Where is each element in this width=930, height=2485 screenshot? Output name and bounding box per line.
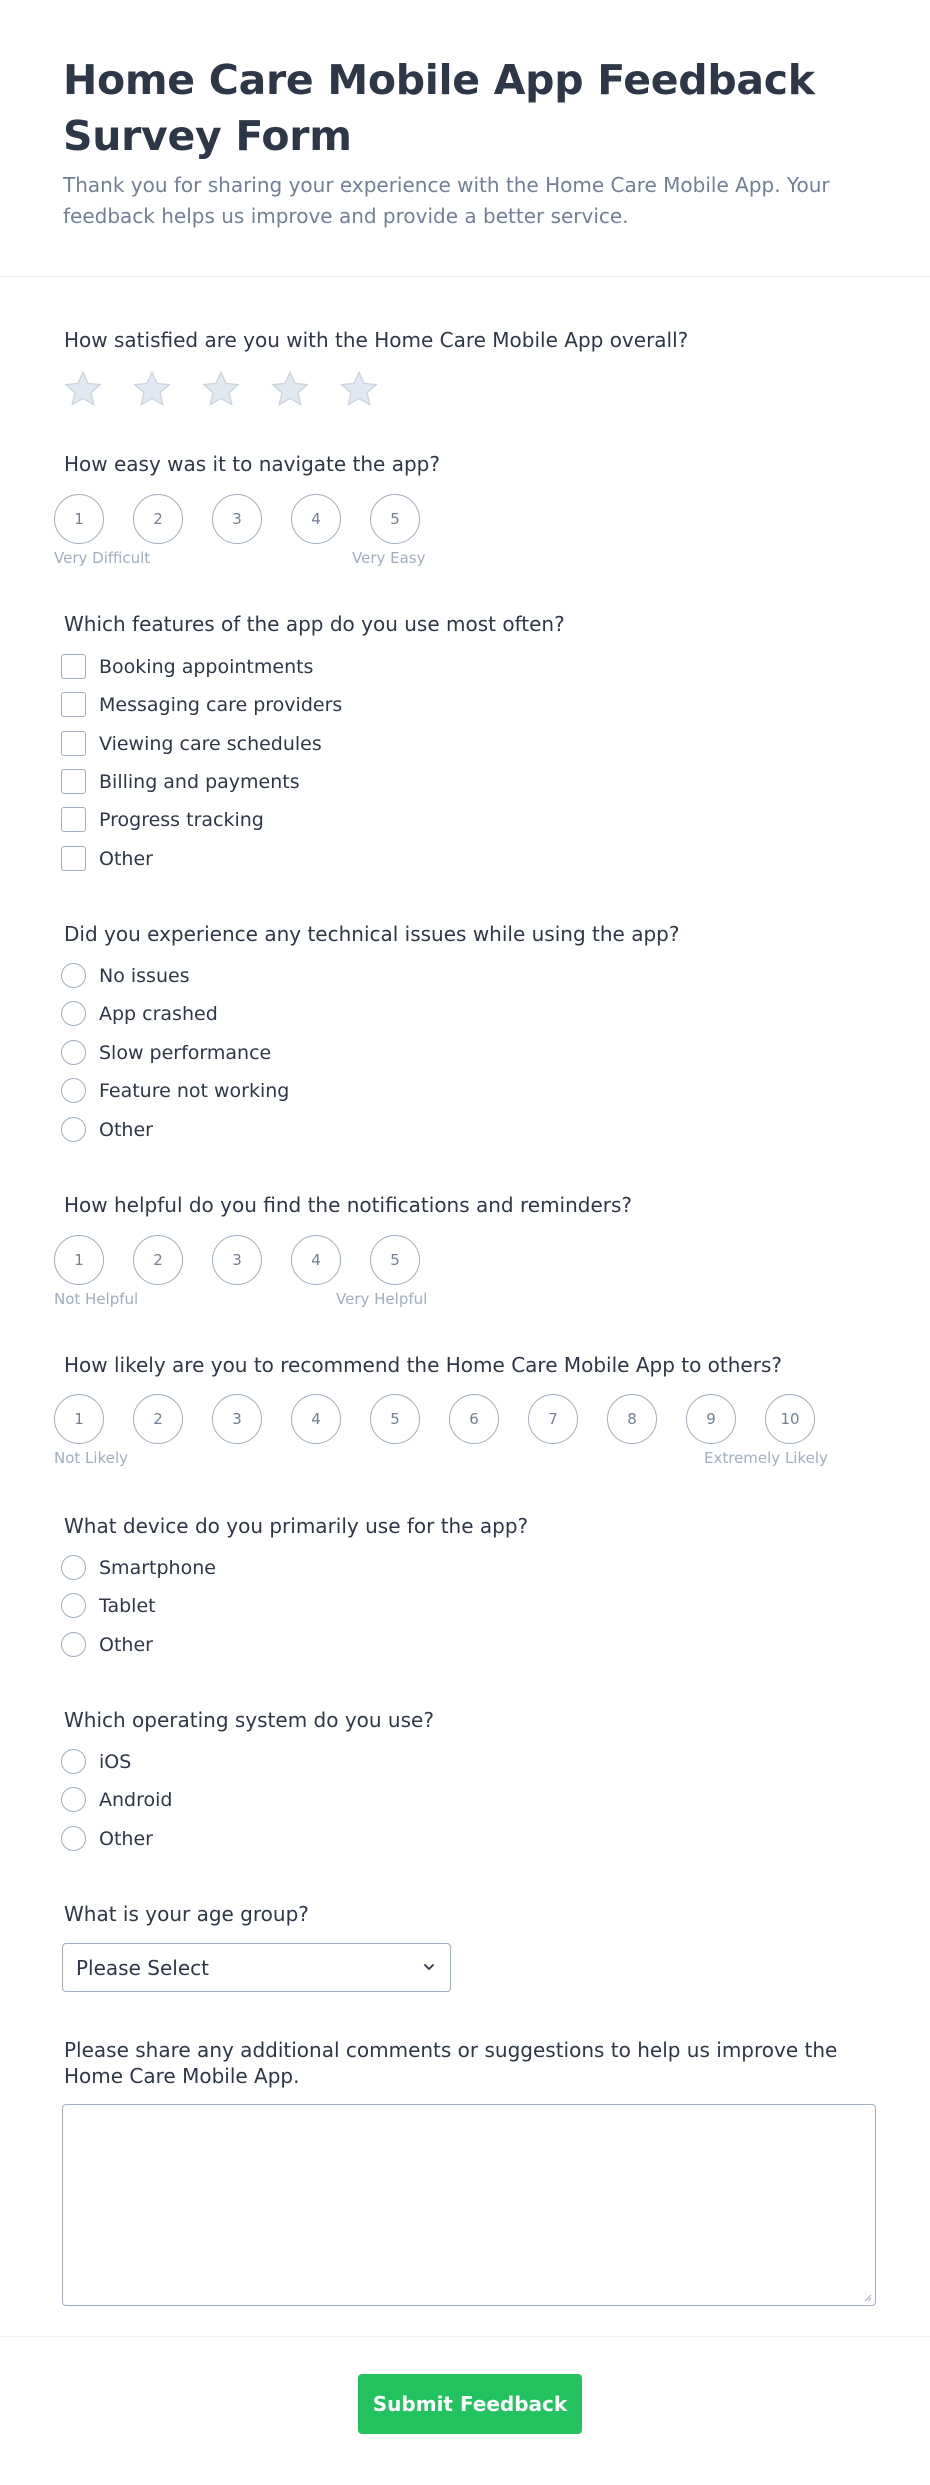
comments-textarea[interactable] (62, 2104, 876, 2306)
question-overall-satisfaction: How satisfied are you with the Home Care Mobile App overall? (64, 328, 689, 352)
option-label: Other (99, 1633, 153, 1656)
scale-option[interactable]: 5 (370, 1235, 420, 1285)
scale-option[interactable]: 4 (291, 494, 341, 544)
scale-high-label: Extremely Likely (704, 1449, 828, 1467)
star-icon[interactable] (131, 368, 173, 410)
select-value: Please Select (76, 1955, 209, 1980)
radio[interactable] (61, 1632, 86, 1657)
scale-option[interactable]: 1 (54, 494, 104, 544)
scale-low-label: Not Helpful (54, 1290, 139, 1308)
submit-button[interactable]: Submit Feedback (358, 2374, 582, 2434)
scale-option[interactable]: 6 (449, 1394, 499, 1444)
option-label: Smartphone (99, 1556, 216, 1579)
question-device: What device do you primarily use for the app? (64, 1514, 529, 1538)
scale-low-label: Not Likely (54, 1449, 128, 1467)
scale-option[interactable]: 3 (212, 494, 262, 544)
option-label: App crashed (99, 1002, 218, 1025)
scale-option[interactable]: 5 (370, 494, 420, 544)
checkbox-option[interactable] (61, 654, 313, 679)
page-title: Home Care Mobile App Feedback Survey Form (63, 56, 815, 160)
scale-option[interactable]: 1 (54, 1394, 104, 1444)
radio[interactable] (61, 1749, 86, 1774)
option-label: Android (99, 1788, 173, 1811)
option-label: No issues (99, 964, 190, 987)
checkbox-option[interactable] (61, 807, 264, 832)
radio-option[interactable] (61, 1826, 153, 1851)
checkbox[interactable] (61, 692, 86, 717)
radio-option[interactable] (61, 1117, 153, 1142)
radio-option[interactable] (61, 1632, 153, 1657)
radio-option[interactable] (61, 1078, 289, 1103)
navigation-scale (54, 494, 420, 544)
radio[interactable] (61, 1826, 86, 1851)
checkbox[interactable] (61, 731, 86, 756)
question-technical-issues: Did you experience any technical issues while using the app? (64, 922, 680, 946)
star-icon[interactable] (269, 368, 311, 410)
scale-option[interactable]: 3 (212, 1394, 262, 1444)
radio-option[interactable] (61, 1040, 271, 1065)
checkbox[interactable] (61, 769, 86, 794)
footer-divider (0, 2336, 930, 2337)
question-recommend: How likely are you to recommend the Home Care Mobile App to others? (64, 1353, 782, 1377)
radio[interactable] (61, 1117, 86, 1142)
checkbox-option[interactable] (61, 769, 300, 794)
option-label: Slow performance (99, 1041, 272, 1064)
option-label: Messaging care providers (99, 693, 343, 716)
radio-option[interactable] (61, 963, 190, 988)
radio[interactable] (61, 1040, 86, 1065)
radio[interactable] (61, 1787, 86, 1812)
resize-grip-icon[interactable] (862, 2292, 872, 2302)
checkbox-option[interactable] (61, 846, 153, 871)
scale-option[interactable]: 5 (370, 1394, 420, 1444)
scale-option[interactable]: 1 (54, 1235, 104, 1285)
scale-option[interactable]: 2 (133, 494, 183, 544)
scale-option[interactable]: 9 (686, 1394, 736, 1444)
option-label: Other (99, 1827, 153, 1850)
checkbox[interactable] (61, 654, 86, 679)
scale-low-label: Very Difficult (54, 549, 151, 567)
radio-option[interactable] (61, 1593, 156, 1618)
scale-option[interactable]: 4 (291, 1235, 341, 1285)
star-icon[interactable] (338, 368, 380, 410)
option-label: Progress tracking (99, 808, 264, 831)
chevron-down-icon (422, 1960, 436, 1974)
star-rating (62, 368, 380, 410)
radio-option[interactable] (61, 1787, 172, 1812)
question-age-group: What is your age group? (64, 1902, 309, 1926)
option-label: Booking appointments (99, 655, 314, 678)
option-label: Other (99, 1118, 153, 1141)
checkbox[interactable] (61, 807, 86, 832)
scale-option[interactable]: 4 (291, 1394, 341, 1444)
star-icon[interactable] (62, 368, 104, 410)
question-notifications: How helpful do you find the notifications and reminders? (64, 1193, 633, 1217)
option-label: Billing and payments (99, 770, 300, 793)
option-label: Other (99, 847, 153, 870)
radio-option[interactable] (61, 1749, 131, 1774)
radio[interactable] (61, 1593, 86, 1618)
scale-option[interactable]: 3 (212, 1235, 262, 1285)
scale-option[interactable]: 2 (133, 1235, 183, 1285)
radio[interactable] (61, 963, 86, 988)
option-label: Feature not working (99, 1079, 290, 1102)
scale-option[interactable]: 7 (528, 1394, 578, 1444)
option-label: Tablet (99, 1594, 156, 1617)
checkbox-option[interactable] (61, 692, 342, 717)
option-label: iOS (99, 1750, 132, 1773)
form-header (0, 0, 930, 277)
question-features: Which features of the app do you use most often? (64, 612, 565, 636)
checkbox-option[interactable] (61, 731, 322, 756)
radio[interactable] (61, 1555, 86, 1580)
notifications-scale (54, 1235, 420, 1285)
radio[interactable] (61, 1001, 86, 1026)
star-icon[interactable] (200, 368, 242, 410)
radio-option[interactable] (61, 1001, 218, 1026)
scale-option[interactable]: 8 (607, 1394, 657, 1444)
recommend-scale (54, 1394, 815, 1444)
option-label: Viewing care schedules (99, 732, 322, 755)
scale-option[interactable]: 2 (133, 1394, 183, 1444)
scale-high-label: Very Helpful (336, 1290, 428, 1308)
question-operating-system: Which operating system do you use? (64, 1708, 434, 1732)
checkbox[interactable] (61, 846, 86, 871)
radio[interactable] (61, 1078, 86, 1103)
scale-high-label: Very Easy (352, 549, 426, 567)
radio-option[interactable] (61, 1555, 216, 1580)
age-group-select[interactable] (62, 1943, 451, 1992)
scale-option[interactable]: 10 (765, 1394, 815, 1444)
question-comments: Please share any additional comments or suggestions to help us improve the Home Care Mobile App. (64, 2038, 838, 2088)
form-description: Thank you for sharing your experience with the Home Care Mobile App. Your feedback helps us improve and provide a better service. (63, 173, 830, 228)
question-navigation-ease: How easy was it to navigate the app? (64, 452, 440, 476)
